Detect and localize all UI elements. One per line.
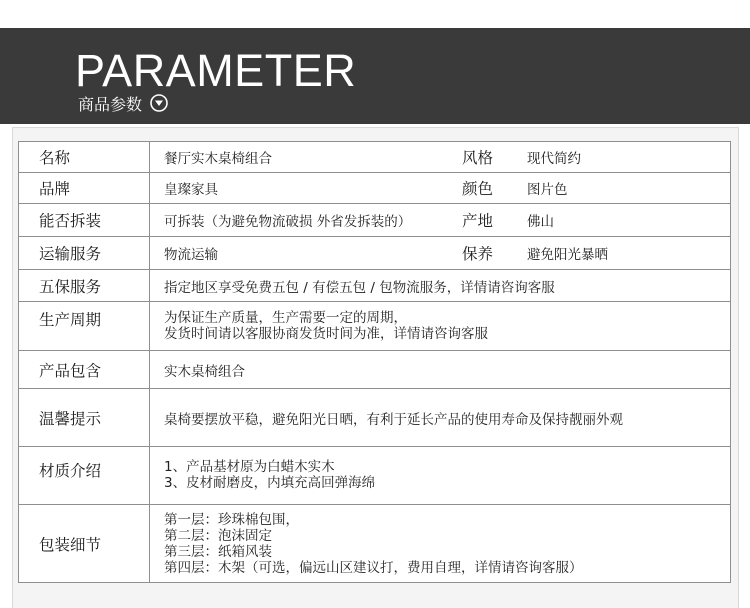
value-line: 为保证生产质量，生产需要一定的周期， [164,310,407,326]
param-label: 材质介绍 [19,447,150,505]
header-banner [0,28,750,124]
page-title: PARAMETER [75,45,357,96]
param-value-2: 避免阳光暴晒 [527,237,731,270]
param-label: 包装细节 [19,505,150,583]
table-row [19,351,731,389]
param-label: 五保服务 [19,270,150,302]
table-row [19,142,731,173]
param-label: 运输服务 [19,237,150,270]
param-value: 指定地区享受免费五包 / 有偿五包 / 包物流服务，详情请咨询客服 [150,270,731,302]
param-label: 名称 [19,142,150,173]
subtitle-text: 商品参数 [78,94,143,114]
param-value-2: 现代简约 [527,142,731,173]
value-line: 发货时间请以客服协商发货时间为准，详情请咨询客服 [164,326,488,342]
param-value: 皇璨家具 [150,173,463,204]
param-value-2: 佛山 [527,204,731,237]
chevron-down-circle-icon [150,94,168,112]
param-value: 物流运输 [150,237,463,270]
param-value: 桌椅要摆放平稳，避免阳光日晒，有利于延长产品的使用寿命及保持靓丽外观 [150,389,731,447]
param-label-2: 产地 [462,204,527,237]
param-value [150,447,731,505]
table-row [19,237,731,270]
table-row [19,173,731,204]
param-value: 实木桌椅组合 [150,351,731,389]
page-subtitle [78,92,168,114]
table-row [19,204,731,237]
param-label: 温馨提示 [19,389,150,447]
value-line: 3、皮材耐磨皮，内填充高回弹海绵 [164,475,376,491]
param-label: 能否拆装 [19,204,150,237]
value-line: 1、产品基材原为白蜡木实木 [164,459,335,475]
table-row [19,505,731,583]
param-value: 餐厅实木桌椅组合 [150,142,463,173]
param-label-2: 保养 [462,237,527,270]
table-row [19,270,731,302]
table-row [19,302,731,351]
table-row [19,389,731,447]
param-label-2: 风格 [462,142,527,173]
value-line: 第三层：纸箱风装 [164,543,272,560]
table-row [19,447,731,505]
param-label: 生产周期 [19,302,150,351]
param-value [150,302,731,351]
param-label-2: 颜色 [462,173,527,204]
param-value-2: 图片色 [527,173,731,204]
value-line: 第四层：木架（可选，偏远山区建议打，费用自理，详情请咨询客服） [164,559,583,576]
param-label: 产品包含 [19,351,150,389]
value-line: 第二层：泡沫固定 [164,527,272,544]
param-value: 可拆装（为避免物流破损 外省发拆装的） [150,204,463,237]
parameter-table [18,141,731,583]
param-value [150,505,731,583]
value-line: 第一层：珍珠棉包围， [164,511,299,528]
param-label: 品牌 [19,173,150,204]
